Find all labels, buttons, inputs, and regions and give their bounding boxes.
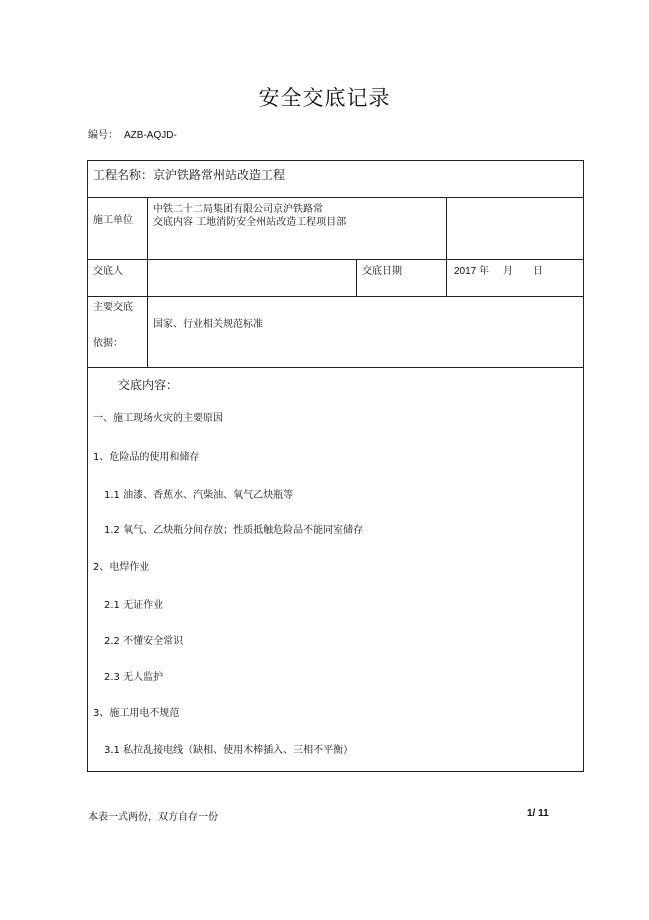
content-line: 一、施工现场火灾的主要原因 xyxy=(93,413,223,424)
column-divider xyxy=(446,197,447,259)
date-month: 月 xyxy=(503,266,513,277)
document-number xyxy=(88,126,177,141)
construction-unit-label: 施工单位 xyxy=(93,215,133,226)
page-title: 安全交底记录 xyxy=(258,86,391,110)
content-line: 2.1 无证作业 xyxy=(104,600,164,611)
column-divider xyxy=(147,197,148,367)
doc-no-label: 编号： xyxy=(88,130,118,141)
basis-label-2: 依据： xyxy=(93,338,123,349)
page-number: 1/ 11 xyxy=(527,808,549,819)
content-line: 1、危险品的使用和储存 xyxy=(93,452,200,463)
footer-note: 本表一式两份，双方自存一份 xyxy=(88,812,218,823)
content-line: 2.3 无人监护 xyxy=(104,672,164,683)
date-label: 交底日期 xyxy=(362,266,402,277)
doc-no-value: AZB-AQJD- xyxy=(124,130,177,141)
construction-unit-line-1: 中铁二十二局集团有限公司京沪铁路常 xyxy=(153,204,323,215)
content-line: 3.1 私拉乱接电线（缺相、使用木棒插入、三相不平衡） xyxy=(104,745,354,756)
row-divider xyxy=(87,367,584,368)
column-divider xyxy=(356,259,357,296)
date-day: 日 xyxy=(533,266,543,277)
content-line: 2、电焊作业 xyxy=(93,562,150,573)
content-line: 3、施工用电不规范 xyxy=(93,708,180,719)
row-divider xyxy=(87,197,584,198)
content-line: 1.2 氧气、乙炔瓶分间存放；性质抵触危险品不能同室储存 xyxy=(104,525,364,536)
basis-label-1: 主要交底 xyxy=(93,302,133,313)
briefer-label: 交底人 xyxy=(93,266,123,277)
date-year: 2017 年 xyxy=(454,266,490,277)
content-line: 1.1 油漆、香蕉水、汽柴油、氧气乙炔瓶等 xyxy=(104,490,294,501)
row-divider xyxy=(87,296,584,297)
project-name: 工程名称：京沪铁路常州站改造工程 xyxy=(93,168,286,182)
row-divider xyxy=(87,259,584,260)
basis-value: 国家、行业相关规范标准 xyxy=(153,319,263,330)
content-heading: 交底内容： xyxy=(118,378,179,392)
content-line: 2.2 不懂安全常识 xyxy=(104,636,184,647)
construction-unit-line-2: 交底内容 工地消防安全州站改造工程项目部 xyxy=(153,217,347,228)
column-divider xyxy=(446,259,447,296)
